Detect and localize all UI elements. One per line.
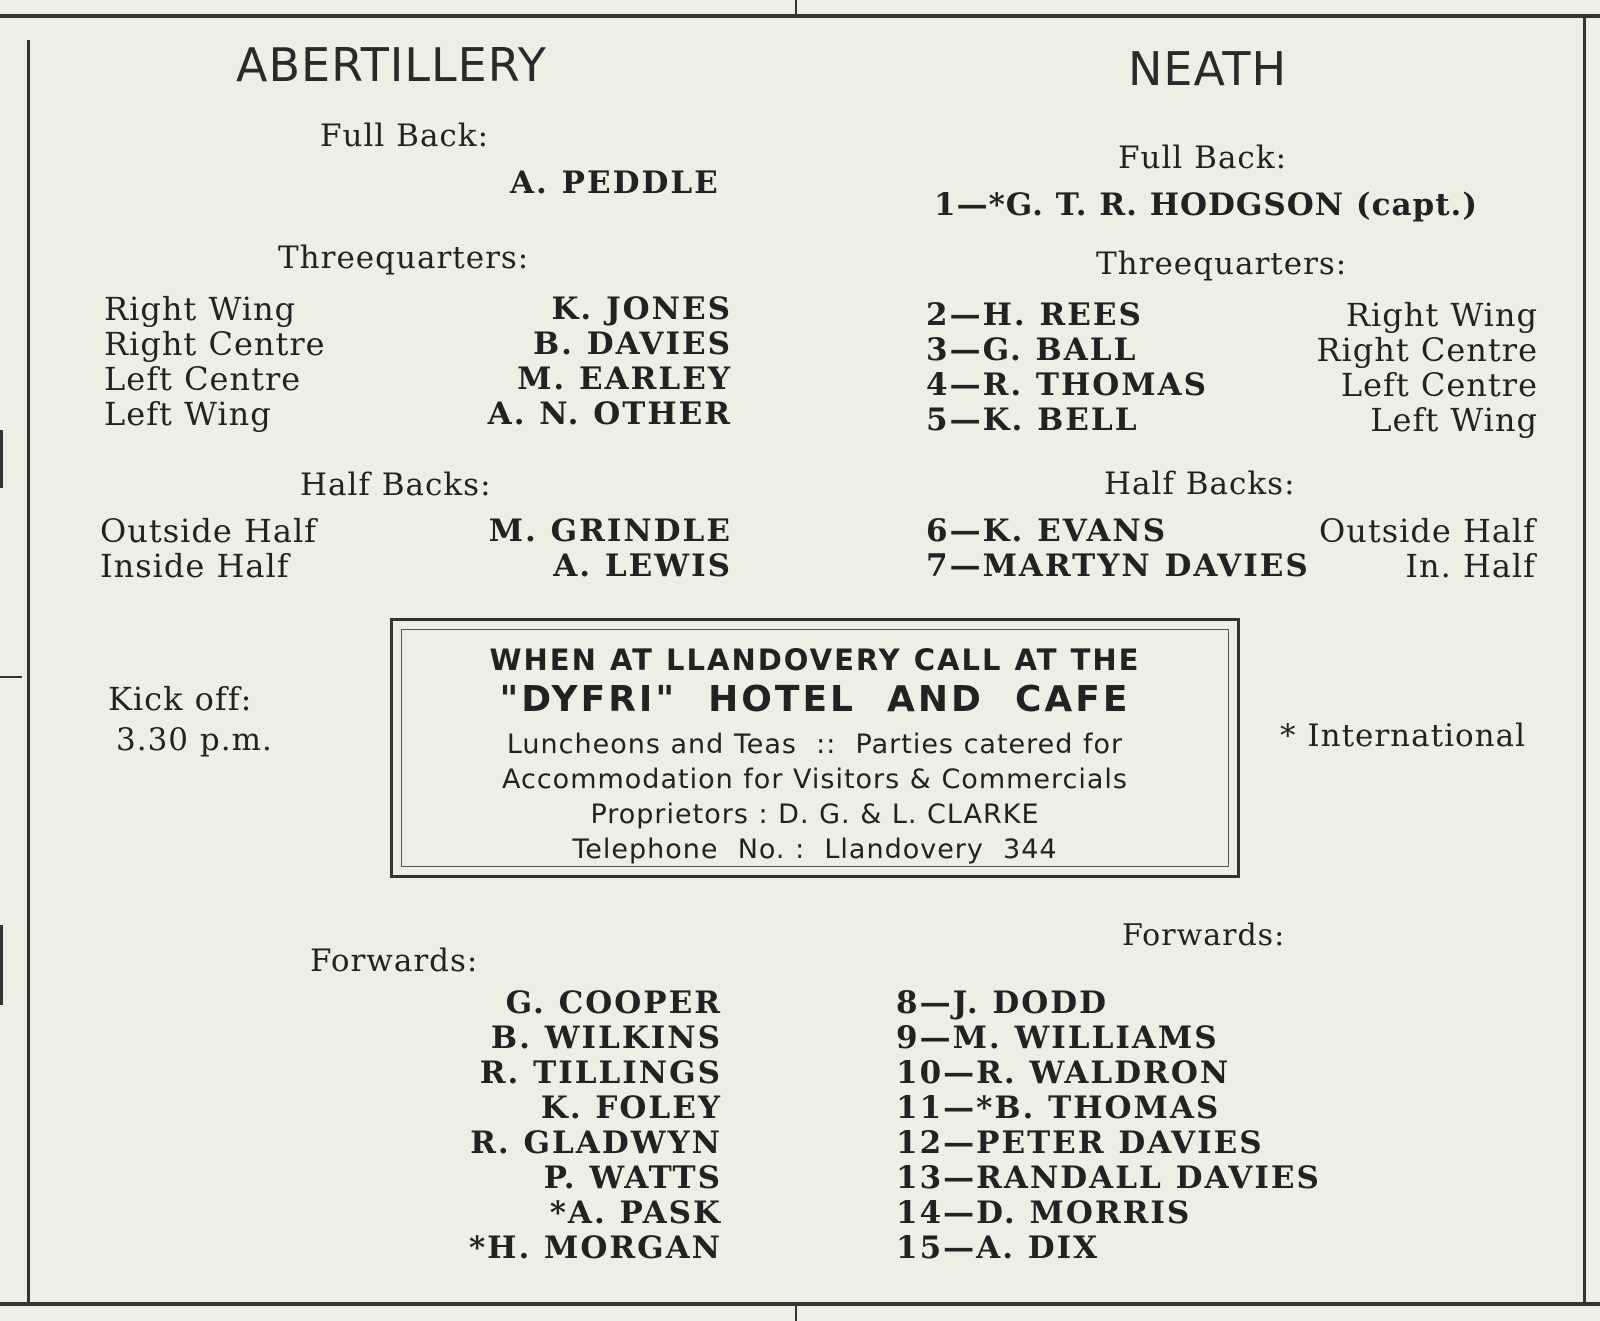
- position-label: Inside Half: [100, 547, 290, 585]
- position-label: Outside Half: [100, 512, 318, 550]
- left-margin-tick: [0, 925, 3, 1005]
- player-name: 6—K. EVANS: [926, 513, 1168, 549]
- player-name: M. EARLEY: [517, 361, 732, 397]
- center-fold-rule-bottom: [795, 1302, 797, 1321]
- player-name: B. DAVIES: [532, 326, 732, 362]
- position-label: Right Wing: [1345, 296, 1538, 334]
- player-name: P. WATTS: [543, 1160, 722, 1196]
- player-name: B. WILKINS: [490, 1020, 722, 1056]
- player-name: 14—D. MORRIS: [896, 1195, 1192, 1231]
- abertillery-full-back-label: Full Back:: [320, 118, 490, 154]
- player-name: A. N. OTHER: [487, 396, 732, 432]
- player-name: G. COOPER: [505, 985, 722, 1021]
- bottom-border-rule: [0, 1302, 1600, 1306]
- neath-full-back-label: Full Back:: [1118, 140, 1288, 176]
- neath-full-back-player: 1—*G. T. R. HODGSON (capt.): [934, 187, 1478, 223]
- player-name: 11—*B. THOMAS: [896, 1090, 1221, 1126]
- position-label: Left Wing: [104, 395, 272, 433]
- advert-hotel-name: "DYFRI" HOTEL AND CAFE: [499, 679, 1131, 720]
- player-name: K. FOLEY: [540, 1090, 722, 1126]
- abertillery-heading: ABERTILLERY: [236, 38, 547, 92]
- neath-heading: NEATH: [1128, 42, 1288, 96]
- abertillery-forwards-players: [400, 986, 722, 1266]
- abertillery-threequarters-players: [420, 292, 732, 432]
- neath-half-backs-label: Half Backs:: [1104, 466, 1296, 502]
- international-footnote: * International: [1280, 718, 1527, 754]
- position-label: Left Centre: [1340, 366, 1538, 404]
- top-border-rule: [0, 14, 1600, 18]
- abertillery-half-backs-players: [420, 514, 732, 584]
- player-name: R. GLADWYN: [470, 1125, 722, 1161]
- position-label: Right Wing: [104, 290, 297, 328]
- abertillery-half-backs-label: Half Backs:: [300, 467, 492, 503]
- player-name: 4—R. THOMAS: [926, 367, 1209, 403]
- position-label: Right Centre: [1316, 331, 1538, 369]
- player-name: 8—J. DODD: [896, 985, 1109, 1021]
- player-name: 5—K. BELL: [926, 402, 1139, 438]
- player-name: 15—A. DIX: [896, 1230, 1100, 1266]
- player-name: 9—M. WILLIAMS: [896, 1020, 1219, 1056]
- neath-forwards-players: [896, 986, 1321, 1266]
- player-name: 3—G. BALL: [926, 332, 1138, 368]
- kickoff-label: Kick off:: [108, 680, 253, 718]
- left-margin-tick: [0, 430, 3, 488]
- neath-forwards-label: Forwards:: [1122, 918, 1286, 953]
- advert-proprietors: Proprietors : D. G. & L. CLARKE: [590, 799, 1040, 830]
- advert-headline: WHEN AT LLANDOVERY CALL AT THE: [489, 643, 1141, 677]
- abertillery-full-back-player: A. PEDDLE: [510, 165, 720, 201]
- neath-threequarters-players: [926, 298, 1208, 438]
- player-name: A. LEWIS: [553, 548, 732, 584]
- position-label: Left Wing: [1370, 401, 1538, 439]
- abertillery-half-backs-positions: [100, 514, 317, 584]
- player-name: 10—R. WALDRON: [896, 1055, 1231, 1091]
- right-border-rule: [1583, 14, 1586, 1306]
- abertillery-threequarters-label: Threequarters:: [278, 240, 530, 276]
- advert-telephone: Telephone No. : Llandovery 344: [572, 834, 1058, 865]
- position-label: Right Centre: [104, 325, 326, 363]
- player-name: 7—MARTYN DAVIES: [926, 548, 1310, 584]
- advert-accommodation: Accommodation for Visitors & Commercials: [501, 764, 1128, 795]
- player-name: *H. MORGAN: [468, 1230, 722, 1266]
- player-name: K. JONES: [551, 291, 732, 327]
- player-name: M. GRINDLE: [488, 513, 732, 549]
- player-name: R. TILLINGS: [479, 1055, 722, 1091]
- advert-services: Luncheons and Teas :: Parties catered for: [506, 729, 1124, 760]
- left-margin-tick: [0, 676, 22, 678]
- neath-threequarters-positions: [1240, 298, 1538, 438]
- position-label: Left Centre: [104, 360, 302, 398]
- abertillery-threequarters-positions: [104, 292, 326, 432]
- center-fold-rule: [795, 0, 797, 18]
- hotel-advertisement: [390, 618, 1240, 878]
- left-border-rule: [27, 40, 30, 1302]
- position-label: In. Half: [1405, 547, 1536, 585]
- player-name: 2—H. REES: [926, 297, 1143, 333]
- position-label: Outside Half: [1318, 512, 1536, 550]
- player-name: *A. PASK: [549, 1195, 722, 1231]
- player-name: 12—PETER DAVIES: [896, 1125, 1264, 1161]
- abertillery-forwards-label: Forwards:: [310, 943, 479, 979]
- neath-threequarters-label: Threequarters:: [1096, 246, 1348, 282]
- kickoff-time: 3.30 p.m.: [116, 722, 273, 758]
- player-name: 13—RANDALL DAVIES: [896, 1160, 1321, 1196]
- neath-half-backs-positions: [1240, 514, 1536, 584]
